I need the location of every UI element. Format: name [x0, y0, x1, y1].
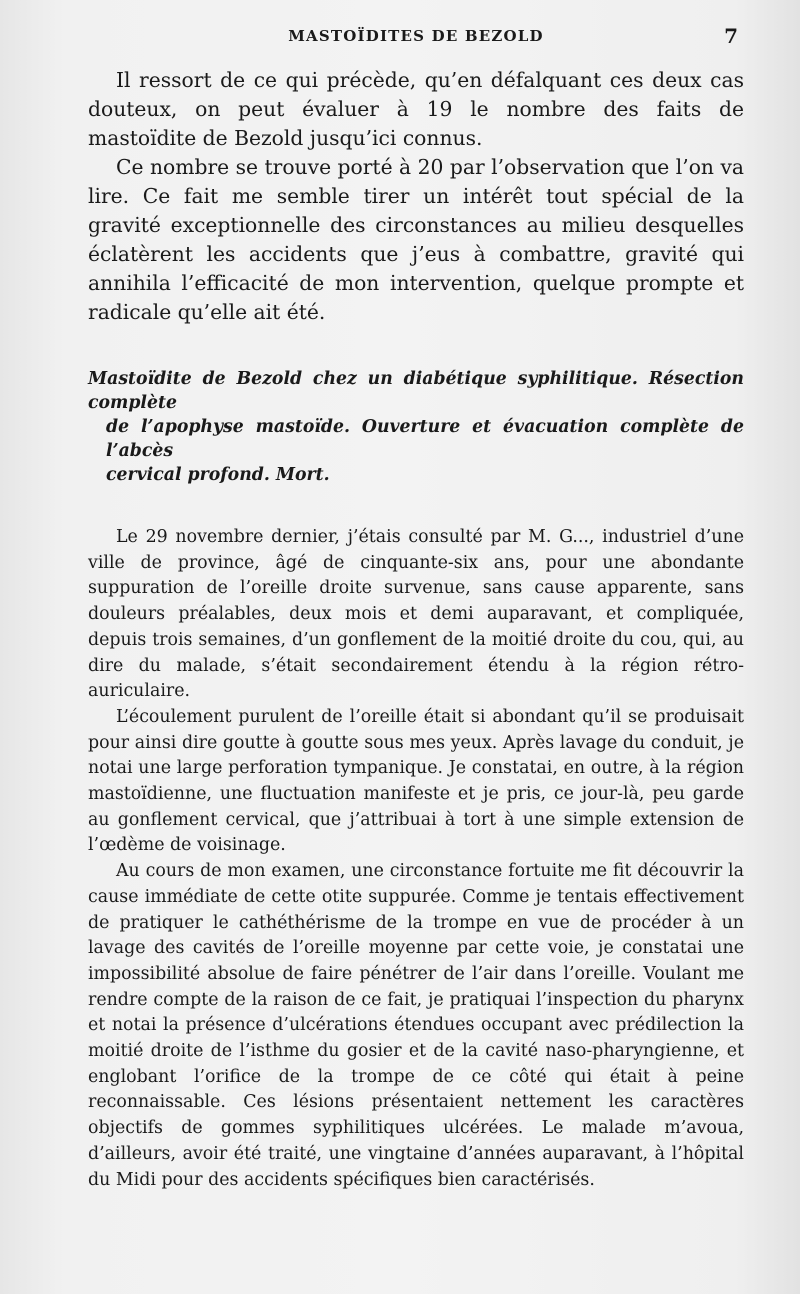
case-heading-line: cervical profond. Mort. [106, 465, 330, 485]
section-gap [88, 327, 744, 367]
heading-gap [88, 487, 744, 525]
page-body [88, 66, 744, 1193]
intro-paragraph: Ce nombre se trouve porté à 20 par l’observation que l’on va lire. Ce fait me semble tirer un intérêt tout spécial de la gravité exceptionnelle des circonstances au milieu desquelles éclatèrent les accidents que j’eus à combattre, gravité qui annihila l’efficacité de mon intervention, quelque prompte et radicale qu’elle ait été. [88, 155, 744, 324]
case-paragraph: L’écoulement purulent de l’oreille était si abondant qu’il se produisait pour ainsi dire goutte à goutte sous mes yeux. Après lavage du conduit, je notai une large perforation tympanique. Je constatai, en outre, à la région mastoïdienne, une fluctuation manifeste et je pris, ce jour-là, peu garde au gonflement cervical, que j’attribuai à tort à une simple extension de l’œdème de voisinage. [88, 706, 744, 856]
case-heading [88, 367, 744, 487]
page-number: 7 [724, 24, 738, 48]
intro-paragraph: Il ressort de ce qui précède, qu’en défalquant ces deux cas douteux, on peut évaluer à 19 le nombre des faits de mastoïdite de Bezold jusqu’ici connus. [88, 68, 744, 150]
case-paragraph: Le 29 novembre dernier, j’étais consulté par M. G..., industriel d’une ville de province, âgé de cinquante-six ans, pour une abondante suppuration de l’oreille droite survenue, sans cause apparente, sans douleurs préalables, deux mois et demi auparavant, et compliquée, depuis trois semaines, d’un gonflement de la moitié droite du cou, qui, au dire du malade, s’était secondairement étendu à la région rétro-auriculaire. [88, 527, 744, 702]
running-head [88, 24, 744, 48]
case-heading-line: Mastoïdite de Bezold chez un diabétique syphilitique. Résection complète [88, 369, 744, 413]
case-paragraph: Au cours de mon examen, une circonstance fortuite me fit découvrir la cause immédiate de cette otite suppurée. Comme je tentais effectivement de pratiquer le cathéthérisme de la trompe en vue de procéder à un lavage des cavités de l’oreille moyenne par cette voie, je constatai une impossibilité absolue de faire pénétrer de l’air dans l’oreille. Voulant me rendre compte de la raison de ce fait, je pratiquai l’inspection du pharynx et notai la présence d’ulcérations étendues occupant avec prédilection la moitié droite de l’isthme du gosier et de la cavité naso-pharyngienne, et englobant l’orifice de la trompe de ce côté qui était à peine reconnaissable. Ces lésions présentaient nettement les caractères objectifs de gommes syphilitiques ulcérées. Le malade m’avoua, d’ailleurs, avoir été traité, une vingtaine d’années auparavant, à l’hôpital du Midi pour des accidents spécifiques bien caractérisés. [88, 861, 744, 1190]
running-title: MASTOÏDITES DE BEZOLD [288, 27, 544, 45]
case-heading-line: de l’apophyse mastoïde. Ouverture et évacuation complète de l’abcès [106, 417, 744, 461]
